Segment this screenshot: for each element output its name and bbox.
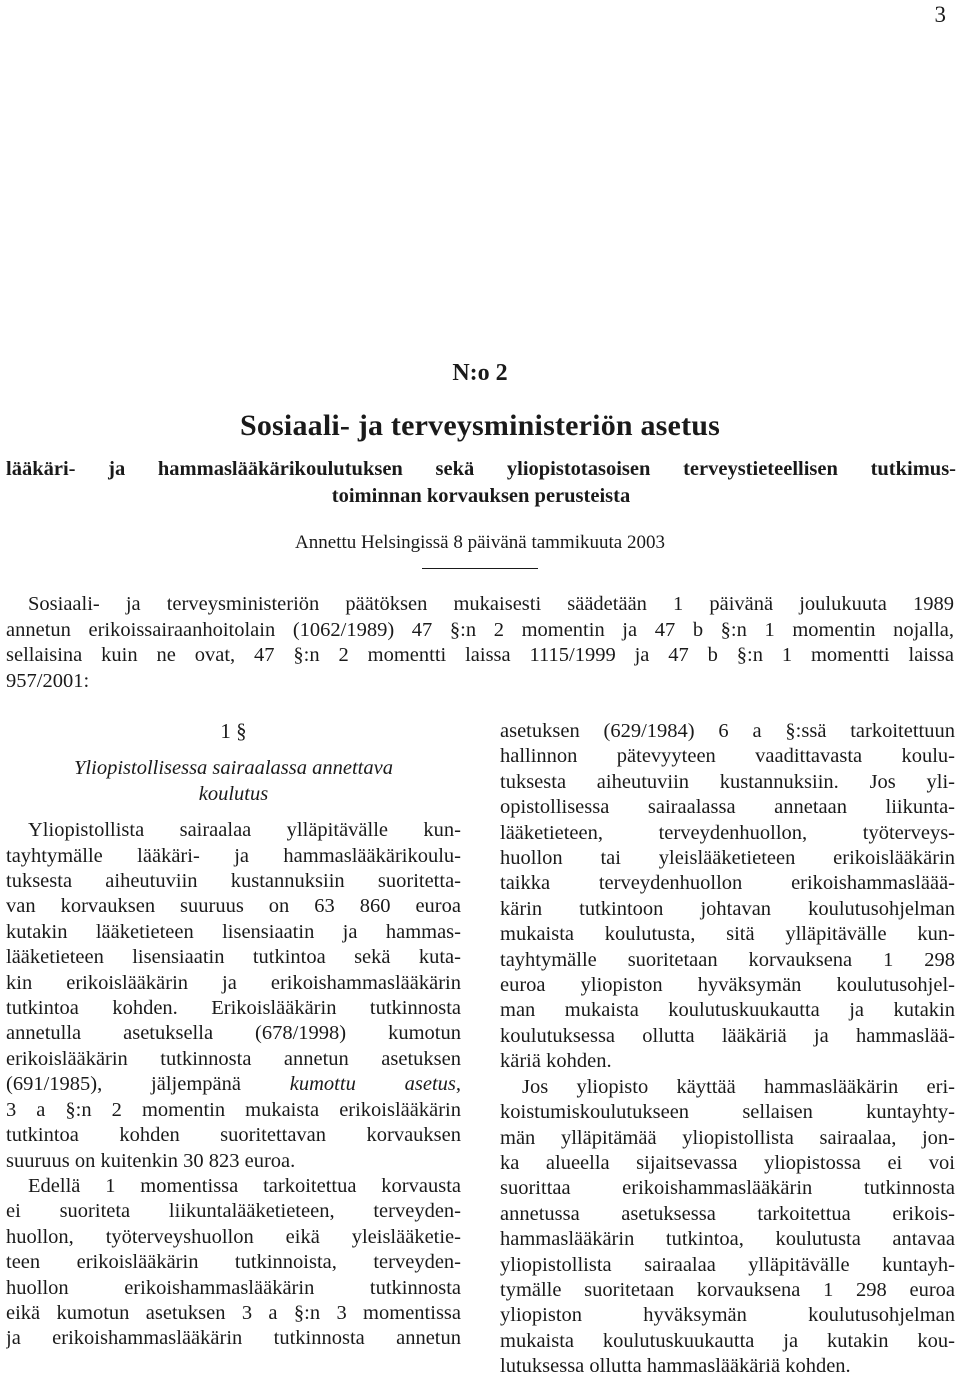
- text-line: yliopiston hyväksymän koulutusohjelman: [500, 1304, 955, 1327]
- text-line: Jos yliopisto käyttää hammaslääkärin eri-: [522, 1075, 955, 1098]
- text-line: annetulla asetuksella (678/1998) kumotun: [6, 1022, 461, 1045]
- text-line: eikä kumotun asetuksen 3 a §:n 3 momentissa: [6, 1301, 461, 1324]
- text-line: taikka terveydenhuollon erikoishammasläää-: [500, 872, 955, 895]
- text-line: ka alueella sijaitsevassa yliopistossa ei voi: [500, 1151, 955, 1174]
- text-line: annetussa asetuksessa tarkoitettua erikois-: [500, 1202, 955, 1225]
- defined-term: kumottu asetus: [289, 1073, 456, 1096]
- text-line: van korvauksen suuruus on 63 860 euroa: [6, 895, 461, 918]
- text-line: män ylläpitämää yliopistollista sairaalaa, jon-: [500, 1126, 955, 1149]
- text-line: huollon erikoishammaslääkärin tutkinnosta: [6, 1276, 461, 1299]
- preamble-line: Sosiaali- ja terveysministeriön päätöksen mukaisesti säädetään 1 päivänä joulukuuta 1989: [28, 593, 954, 615]
- text-line: tuksesta aiheutuviin kustannuksiin. Jos yli-: [500, 770, 955, 793]
- document-title: Sosiaali- ja terveysministeriön asetus: [239, 409, 721, 442]
- right-column: [500, 719, 955, 1380]
- header-divider: [422, 568, 538, 569]
- text-line: ja erikoishammaslääkärin tutkinnosta annetun: [6, 1327, 461, 1350]
- text-line: koulutuksessa ollutta lääkäriä ja hammaslää-: [500, 1024, 955, 1047]
- page-number: 3: [934, 2, 946, 27]
- preamble-line: 957/2001:: [6, 669, 90, 692]
- left-column: [6, 719, 461, 1352]
- preamble-line: annetun erikoissairaanhoitolain (1062/1989) 47 §:n 2 momentin ja 47 b §:n 1 momentin nojalla,: [6, 618, 954, 641]
- text-line: Yliopistollista sairaalaa ylläpitävälle kun-: [28, 819, 461, 842]
- text-line: lääketieteen lisensiaatin tutkintoa sekä kuta-: [6, 946, 461, 969]
- text-line: tuksesta aiheutuviin kustannuksiin suoritetta-: [6, 870, 461, 893]
- text-line: hallinnon pätevyyteen vaadittavasta koulu-: [500, 745, 955, 768]
- text-line: man mukaista koulutuskuukautta ja kutakin: [500, 999, 955, 1022]
- text-line: koistumiskoulutukseen sellaisen kuntayhty-: [500, 1101, 955, 1124]
- text-line: huollon tai yleislääketieteen erikoislääkärin: [500, 847, 955, 870]
- preamble: [6, 592, 954, 694]
- text-line: tymälle suoritetaan korvauksena 1 298 euroa: [500, 1278, 955, 1301]
- text-line: Edellä 1 momentissa tarkoitettua korvausta: [28, 1174, 461, 1197]
- text-line: lutuksessa ollutta hammaslääkäriä kohden.: [500, 1355, 851, 1378]
- text-line: teen erikoislääkärin tutkinnoista, terveyden-: [6, 1251, 461, 1274]
- spacer: [6, 744, 461, 756]
- text-line: yliopistollista sairaalaa ylläpitävälle kuntayh-: [500, 1253, 955, 1276]
- section-number: 1 §: [220, 719, 247, 743]
- text-line: tutkintoa kohden suoritettavan korvauksen: [6, 1124, 461, 1147]
- preamble-line: sellaisina kuin ne ovat, 47 §:n 2 momentti laissa 1115/1999 ja 47 b §:n 1 momentti laissa: [6, 644, 954, 666]
- text-line: hammaslääkärin tutkintoa, koulutusta antavaa: [500, 1228, 955, 1251]
- section-heading-line: koulutus: [198, 782, 269, 805]
- text-run: (691/1985), jäljempänä: [6, 1073, 241, 1096]
- text-line: mukaista koulutusta, sitä ylläpitävälle kun-: [500, 923, 955, 946]
- text-line: kärin tutkintoon johtavan koulutusohjelman: [500, 897, 955, 920]
- text-line: euroa yliopiston hyväksymän koulutusohjel-: [500, 974, 955, 997]
- text-line: käriä kohden.: [500, 1050, 612, 1073]
- text-line: suorittaa erikoishammaslääkärin tutkinnosta: [500, 1177, 955, 1200]
- text-line: asetuksen (629/1984) 6 a §:ssä tarkoitettuun: [500, 720, 955, 742]
- text-line: [6, 1072, 461, 1097]
- subtitle-line: toiminnan korvauksen perusteista: [331, 485, 631, 507]
- text-line: mukaista koulutuskuukautta ja kutakin kou-: [500, 1329, 955, 1352]
- text-line: kutakin lääketieteen lisensiaatin ja hammas-: [6, 920, 461, 943]
- text-line: huollon, työterveyshuollon eikä yleislääketie-: [6, 1225, 461, 1248]
- text-line: 3 a §:n 2 momentin mukaista erikoislääkärin: [6, 1098, 461, 1121]
- subtitle-line: lääkäri- ja hammaslääkärikoulutuksen sekä yliopistotasoisen terveystieteellisen tutkimus-: [6, 458, 956, 480]
- issue-date: Annettu Helsingissä 8 päivänä tammikuuta 2003: [295, 532, 665, 553]
- text-line: ei suoriteta liikuntalääketieteen, terveyden-: [6, 1200, 461, 1223]
- text-line: tayhtymälle suoritetaan korvauksena 1 298: [500, 948, 955, 971]
- text-line: opistollisessa sairaalassa annetaan liikunta-: [500, 796, 955, 819]
- spacer: [6, 807, 461, 818]
- section-heading-line: Yliopistollisessa sairaalassa annettava: [74, 757, 393, 780]
- text-line: tutkintoa kohden. Erikoislääkärin tutkinnosta: [6, 997, 461, 1020]
- text-line: erikoislääkärin tutkinnosta annetun asetuksen: [6, 1047, 461, 1070]
- document-subtitle: [6, 456, 956, 510]
- text-line: lääketieteen, terveydenhuollon, työterveys-: [500, 821, 955, 844]
- text-line: tayhtymälle lääkäri- ja hammaslääkärikoulu-: [6, 844, 461, 867]
- text-line: suuruus on kuitenkin 30 823 euroa.: [6, 1149, 296, 1172]
- text-run: ,: [455, 1073, 461, 1096]
- text-line: kin erikoislääkärin ja erikoishammaslääkärin: [6, 971, 461, 994]
- document-number: N:o 2: [452, 360, 508, 386]
